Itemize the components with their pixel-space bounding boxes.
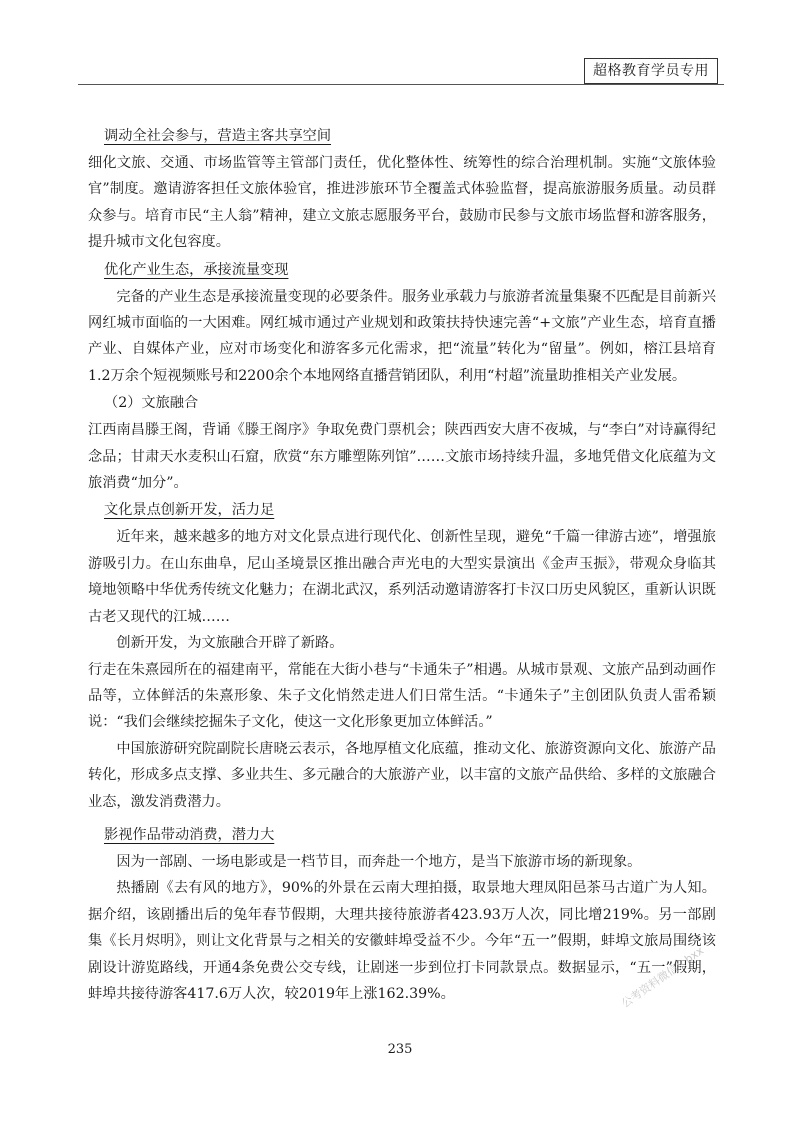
watermark: 公考资料微信：bxx (619, 943, 707, 1011)
page-number: 235 (387, 1042, 413, 1057)
heading-text: 调动全社会参与，营造主客共享空间 (104, 128, 332, 144)
exclusive-badge: 超格教育学员专用 (584, 58, 718, 84)
paragraph: 创新开发，为文旅融合开辟了新路。 (116, 635, 344, 652)
paragraph: 完备的产业生态是承接流量变现的必要条件。服务业承载力与旅游者流量集聚不匹配是目前新兴网红城市面临的一大困难。网红城市通过产业规划和政策扶持快速完善“+文旅”产业生态，培育直播产业、自媒体产业，应对市场变化和游客多元化需求，把“流量”转化为“留量”。例如，榕江县培育1.2万余个短视频账号和2200余个本地网络直播营销团队，利用“村超”流量助推相关产业发展。 (88, 288, 716, 384)
paragraph: 近年来，越来越多的地方对文化景点进行现代化、创新性呈现，避免“千篇一律游古迹”，增强旅游吸引力。在山东曲阜，尼山圣境景区推出融合声光电的大型实景演出《金声玉振》，带观众身临其境地领略中华优秀传统文化魅力；在湖北武汉，系列活动邀请游客打卡汉口历史风貌区，重新认识既古老又现代的江城…… (88, 529, 716, 625)
heading-social-participation (88, 122, 716, 150)
heading-film-tv (88, 821, 716, 849)
paragraph: 因为一部剧、一场电影或是一档节目，而奔赴一个地方，是当下旅游市场的新现象。 (116, 853, 642, 870)
header-rule (78, 84, 724, 85)
heading-cultural-sites (88, 496, 716, 524)
heading-culture-tourism-fusion: （2）文旅融合 (104, 395, 199, 412)
paragraph: 江西南昌滕王阁，背诵《滕王阁序》争取免费门票机会；陕西西安大唐不夜城，与“李白”对诗赢得纪念品；甘肃天水麦积山石窟，欣赏“东方雕塑陈列馆”……文旅市场持续升温，多地凭借文化底蕴为文旅消费“加分”。 (88, 422, 716, 492)
paragraph: 行走在朱熹园所在的福建南平，常能在大街小巷与“卡通朱子”相遇。从城市景观、文旅产品到动画作品等，立体鲜活的朱熹形象、朱子文化悄然走进人们日常生活。“卡通朱子”主创团队负责人雷希颖说：“我们会继续挖掘朱子文化，使这一文化形象更加立体鲜活。” (88, 661, 716, 731)
heading-text: 影视作品带动消费，潜力大 (104, 826, 275, 843)
heading-text: 文化景点创新开发，活力足 (104, 502, 275, 519)
heading-text: 优化产业生态，承接流量变现 (104, 261, 289, 278)
paragraph: 细化文旅、交通、市场监管等主管部门责任，优化整体性、统筹性的综合治理机制。实施“文旅体验官”制度。邀请游客担任文旅体验官，推进涉旅环节全覆盖式体验监督，提高旅游服务质量。动员群众参与。培育市民“主人翁”精神，建立文旅志愿服务平台，鼓励市民参与文旅市场监督和游客服务，提升城市文化包容度。 (88, 155, 716, 251)
paragraph: 中国旅游研究院副院长唐晓云表示，各地厚植文化底蕴，推动文化、旅游资源向文化、旅游产品转化，形成多点支撑、多业共生、多元融合的大旅游产业，以丰富的文旅产品供给、多样的文旅融合业态，激发消费潜力。 (88, 740, 716, 810)
paragraph: 热播剧《去有风的地方》，90%的外景在云南大理拍摄，取景地大理凤阳邑茶马古道广为人知。据介绍，该剧播出后的兔年春节假期，大理共接待旅游者423.93万人次，同比增219%。另一部剧集《长月烬明》，则让文化背景与之相关的安徽蚌埠受益不少。今年“五一”假期，蚌埠文旅局围绕该剧设计游览路线，开通4条免费公交专线，让剧迷一步到位打卡同款景点。数据显示，“五一”假期，蚌埠共接待游客417.6万人次，较2019年上涨162.39%。 (88, 880, 716, 1002)
heading-industry-ecology (88, 256, 716, 284)
document-body (88, 122, 716, 1007)
